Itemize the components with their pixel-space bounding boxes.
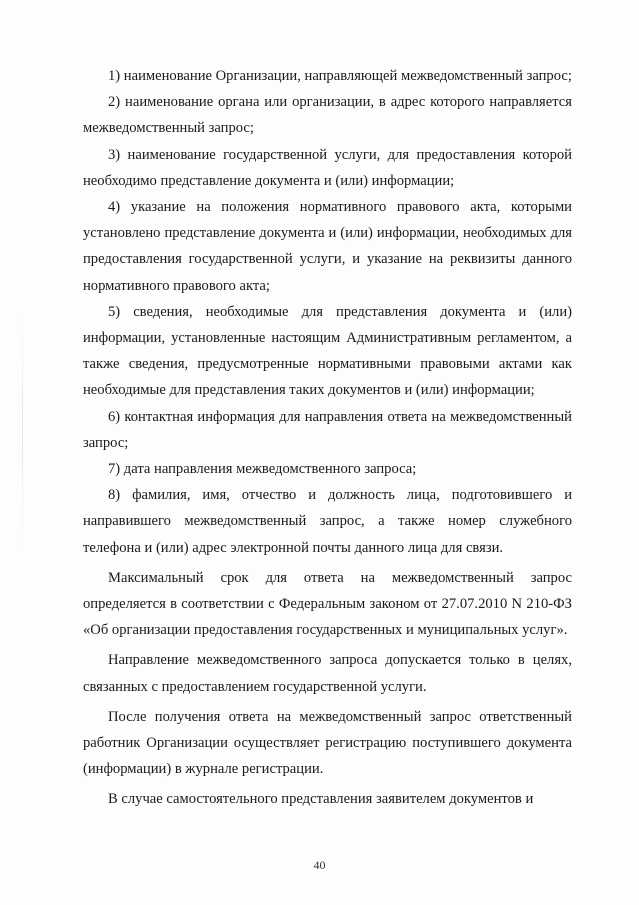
paragraph-item-6: 6) контактная информация для направления ответа на межведомственный запрос; bbox=[83, 408, 572, 451]
paragraph-registration: После получения ответа на межведомственный запрос ответственный работник Организации осуществляет регистрацию поступившего документа (информации) в журнале регистрации. bbox=[83, 708, 572, 778]
paragraph-continuation: В случае самостоятельного представления заявителем документов и bbox=[108, 791, 534, 808]
paragraph-item-7: 7) дата направления межведомственного запроса; bbox=[108, 461, 417, 478]
scan-artifact bbox=[22, 300, 23, 560]
paragraph-item-3: 3) наименование государственной услуги, для предоставления которой необходимо представление документа и (или) информации; bbox=[83, 146, 572, 189]
page-number: 40 bbox=[313, 858, 326, 872]
document-body bbox=[83, 63, 572, 813]
paragraph-item-2: 2) наименование органа или организации, в адрес которого направляется межведомственный запрос; bbox=[83, 94, 572, 137]
paragraph-item-8: 8) фамилия, имя, отчество и должность лица, подготовившего и направившего межведомственный запрос, а также номер служебного телефона и (или) адрес электронной почты данного лица для связи. bbox=[83, 487, 572, 556]
paragraph-deadline: Максимальный срок для ответа на межведомственный запрос определяется в соответствии с Федеральным законом от 27.07.2010 N 210-ФЗ «Об организации предоставления государственных и муниципальных услуг». bbox=[83, 569, 572, 639]
paragraph-purpose: Направление межведомственного запроса допускается только в целях, связанных с предоставлением государственной услуги. bbox=[83, 652, 572, 695]
paragraph-item-5: 5) сведения, необходимые для представления документа и (или) информации, установленные настоящим Административным регламентом, а также сведения, предусмотренные нормативными правовыми актами как необходимые для представления таких документов и (или) информации; bbox=[83, 303, 572, 399]
paragraph-item-1: 1) наименование Организации, направляющей межведомственный запрос; bbox=[108, 68, 572, 84]
paragraph-item-4: 4) указание на положения нормативного правового акта, которыми установлено представление документа и (или) информации, необходимых для предоставления государственной услуги, и указание на реквизиты данного нормативного правового акта; bbox=[83, 199, 572, 294]
